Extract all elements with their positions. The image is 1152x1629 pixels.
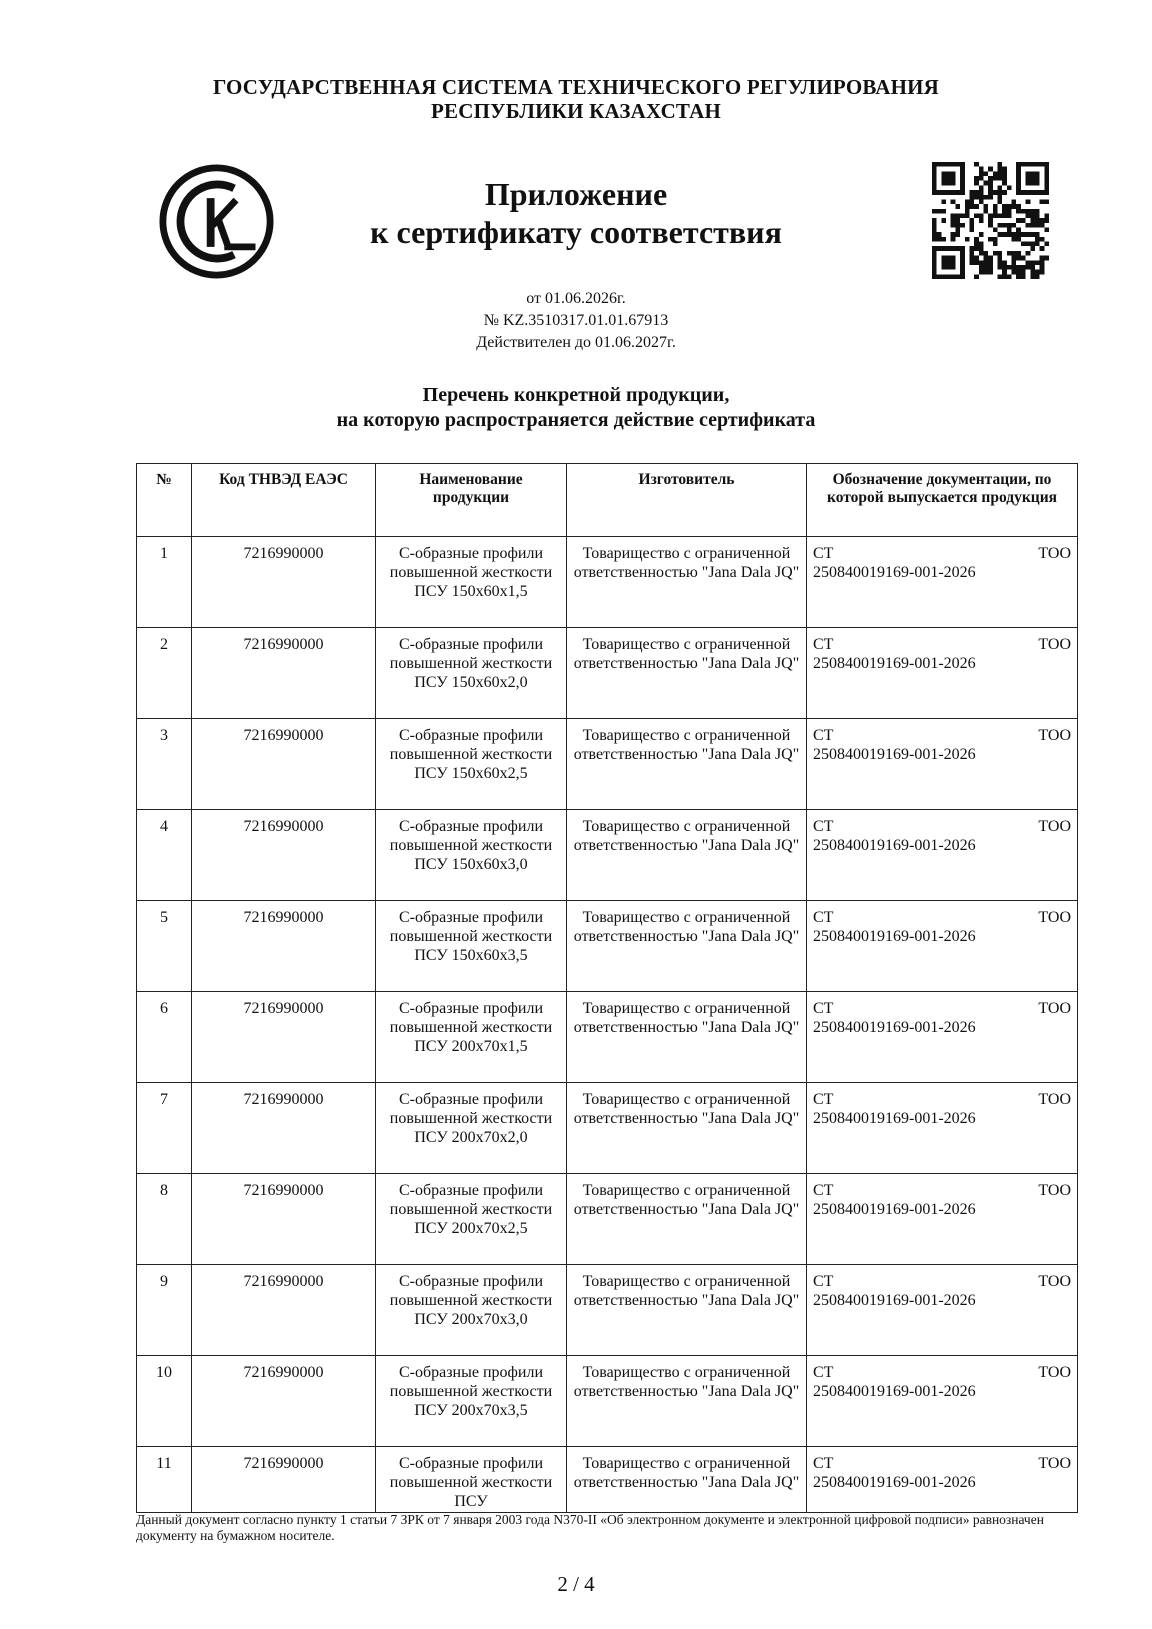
cell-num: 11 (137, 1447, 192, 1513)
cell-name: С-образные профили повышенной жесткости ПСУ (376, 1447, 567, 1513)
kz-conformity-mark-icon (158, 163, 275, 280)
doc-prefix: СТ (813, 636, 834, 653)
government-header-line2: РЕСПУБЛИКИ КАЗАХСТАН (430, 99, 721, 123)
table-row (137, 1447, 1078, 1513)
products-list-title (200, 383, 952, 433)
cell-code: 7216990000 (192, 810, 376, 901)
products-table (136, 463, 1078, 1513)
cell-num: 1 (137, 537, 192, 628)
table-row (137, 1174, 1078, 1265)
certificate-info (330, 288, 822, 354)
doc-code: 250840019169-001-2026 (813, 1201, 976, 1218)
cell-name: С-образные профили повышенной жесткости ПСУ 150х60х2,0 (376, 628, 567, 719)
footer-legal-note: Данный документ согласно пункту 1 статьи 7 ЗРК от 7 января 2003 года N370-II «Об электронном документе и электронной цифровой подписи» равнозначен документу на бумажном носителе. (136, 1512, 1044, 1543)
doc-org: ТОО (1038, 1182, 1071, 1199)
doc-org: ТОО (1038, 1364, 1071, 1381)
cell-maker: Товарищество с ограниченной ответственностью "Jana Dala JQ" (567, 992, 807, 1083)
doc-code: 250840019169-001-2026 (813, 564, 976, 581)
header-num: № (137, 464, 192, 537)
cell-doc (807, 719, 1078, 810)
doc-prefix: СТ (813, 1273, 834, 1290)
doc-org: ТОО (1038, 1091, 1071, 1108)
doc-code: 250840019169-001-2026 (813, 1110, 976, 1127)
doc-code: 250840019169-001-2026 (813, 837, 976, 854)
document-title-line2: к сертификату соответствия (370, 214, 782, 250)
document-title (330, 175, 822, 251)
cell-maker: Товарищество с ограниченной ответственностью "Jana Dala JQ" (567, 1265, 807, 1356)
cell-name: С-образные профили повышенной жесткости ПСУ 150х60х3,5 (376, 901, 567, 992)
doc-prefix: СТ (813, 1455, 834, 1472)
cell-name: С-образные профили повышенной жесткости ПСУ 200х70х2,0 (376, 1083, 567, 1174)
cell-num: 5 (137, 901, 192, 992)
doc-code: 250840019169-001-2026 (813, 655, 976, 672)
cell-maker: Товарищество с ограниченной ответственностью "Jana Dala JQ" (567, 1174, 807, 1265)
doc-prefix: СТ (813, 818, 834, 835)
doc-org: ТОО (1038, 1273, 1071, 1290)
cell-num: 7 (137, 1083, 192, 1174)
table-header-row (137, 464, 1078, 537)
cell-num: 10 (137, 1356, 192, 1447)
header-doc: Обозначение документации, по которой выпускается продукция (807, 464, 1078, 537)
cell-maker: Товарищество с ограниченной ответственностью "Jana Dala JQ" (567, 810, 807, 901)
cell-code: 7216990000 (192, 1447, 376, 1513)
products-list-title-line1: Перечень конкретной продукции, (422, 384, 730, 406)
certificate-date: от 01.06.2026г. (526, 290, 626, 307)
doc-code: 250840019169-001-2026 (813, 1474, 976, 1491)
cell-code: 7216990000 (192, 992, 376, 1083)
cell-num: 9 (137, 1265, 192, 1356)
cell-name: С-образные профили повышенной жесткости ПСУ 200х70х1,5 (376, 992, 567, 1083)
table-row (137, 628, 1078, 719)
cell-name: С-образные профили повышенной жесткости ПСУ 150х60х3,0 (376, 810, 567, 901)
cell-doc (807, 1356, 1078, 1447)
doc-code: 250840019169-001-2026 (813, 928, 976, 945)
table-row (137, 719, 1078, 810)
cell-name: С-образные профили повышенной жесткости ПСУ 150х60х2,5 (376, 719, 567, 810)
cell-num: 2 (137, 628, 192, 719)
cell-code: 7216990000 (192, 1083, 376, 1174)
table-row (137, 1356, 1078, 1447)
doc-prefix: СТ (813, 1364, 834, 1381)
table-row (137, 901, 1078, 992)
doc-prefix: СТ (813, 545, 834, 562)
cell-num: 4 (137, 810, 192, 901)
doc-prefix: СТ (813, 727, 834, 744)
cell-name: С-образные профили повышенной жесткости ПСУ 200х70х3,0 (376, 1265, 567, 1356)
table-row (137, 1265, 1078, 1356)
doc-org: ТОО (1038, 818, 1071, 835)
cell-maker: Товарищество с ограниченной ответственностью "Jana Dala JQ" (567, 719, 807, 810)
table-row (137, 992, 1078, 1083)
doc-prefix: СТ (813, 1000, 834, 1017)
header-maker: Изготовитель (567, 464, 807, 537)
table-row (137, 1083, 1078, 1174)
document-title-line1: Приложение (484, 176, 668, 212)
header-name: Наименование продукции (376, 464, 567, 537)
cell-code: 7216990000 (192, 1265, 376, 1356)
doc-code: 250840019169-001-2026 (813, 1019, 976, 1036)
cell-num: 6 (137, 992, 192, 1083)
products-list-title-line2: на которую распространяется действие сертификата (336, 409, 816, 431)
cell-doc (807, 1265, 1078, 1356)
cell-doc (807, 901, 1078, 992)
cell-maker: Товарищество с ограниченной ответственностью "Jana Dala JQ" (567, 901, 807, 992)
doc-org: ТОО (1038, 1000, 1071, 1017)
doc-prefix: СТ (813, 1091, 834, 1108)
certificate-valid-until: Действителен до 01.06.2027г. (476, 334, 676, 351)
doc-code: 250840019169-001-2026 (813, 1292, 976, 1309)
cell-code: 7216990000 (192, 537, 376, 628)
cell-code: 7216990000 (192, 1174, 376, 1265)
certificate-number: № KZ.3510317.01.01.67913 (483, 312, 669, 329)
cell-doc (807, 537, 1078, 628)
cell-code: 7216990000 (192, 719, 376, 810)
doc-org: ТОО (1038, 636, 1071, 653)
doc-code: 250840019169-001-2026 (813, 746, 976, 763)
doc-org: ТОО (1038, 727, 1071, 744)
cell-maker: Товарищество с ограниченной ответственностью "Jana Dala JQ" (567, 1447, 807, 1513)
doc-prefix: СТ (813, 909, 834, 926)
government-header-line1: ГОСУДАРСТВЕННАЯ СИСТЕМА ТЕХНИЧЕСКОГО РЕГУЛИРОВАНИЯ (212, 75, 940, 99)
doc-org: ТОО (1038, 545, 1071, 562)
cell-name: С-образные профили повышенной жесткости ПСУ 200х70х3,5 (376, 1356, 567, 1447)
table-row (137, 537, 1078, 628)
cell-doc (807, 1447, 1078, 1513)
cell-maker: Товарищество с ограниченной ответственностью "Jana Dala JQ" (567, 1083, 807, 1174)
cell-name: С-образные профили повышенной жесткости ПСУ 150х60х1,5 (376, 537, 567, 628)
cell-doc (807, 992, 1078, 1083)
cell-name: С-образные профили повышенной жесткости ПСУ 200х70х2,5 (376, 1174, 567, 1265)
cell-code: 7216990000 (192, 1356, 376, 1447)
cell-num: 3 (137, 719, 192, 810)
cell-code: 7216990000 (192, 901, 376, 992)
cell-maker: Товарищество с ограниченной ответственностью "Jana Dala JQ" (567, 537, 807, 628)
doc-org: ТОО (1038, 909, 1071, 926)
cell-num: 8 (137, 1174, 192, 1265)
header-code: Код ТНВЭД ЕАЭС (192, 464, 376, 537)
government-header (0, 75, 1152, 123)
cell-doc (807, 1083, 1078, 1174)
cell-doc (807, 810, 1078, 901)
doc-org: ТОО (1038, 1455, 1071, 1472)
cell-maker: Товарищество с ограниченной ответственностью "Jana Dala JQ" (567, 628, 807, 719)
cell-code: 7216990000 (192, 628, 376, 719)
cell-doc (807, 628, 1078, 719)
cell-maker: Товарищество с ограниченной ответственностью "Jana Dala JQ" (567, 1356, 807, 1447)
doc-prefix: СТ (813, 1182, 834, 1199)
doc-code: 250840019169-001-2026 (813, 1383, 976, 1400)
cell-doc (807, 1174, 1078, 1265)
table-row (137, 810, 1078, 901)
page-number: 2 / 4 (557, 1572, 595, 1596)
qr-code-icon (932, 162, 1049, 279)
